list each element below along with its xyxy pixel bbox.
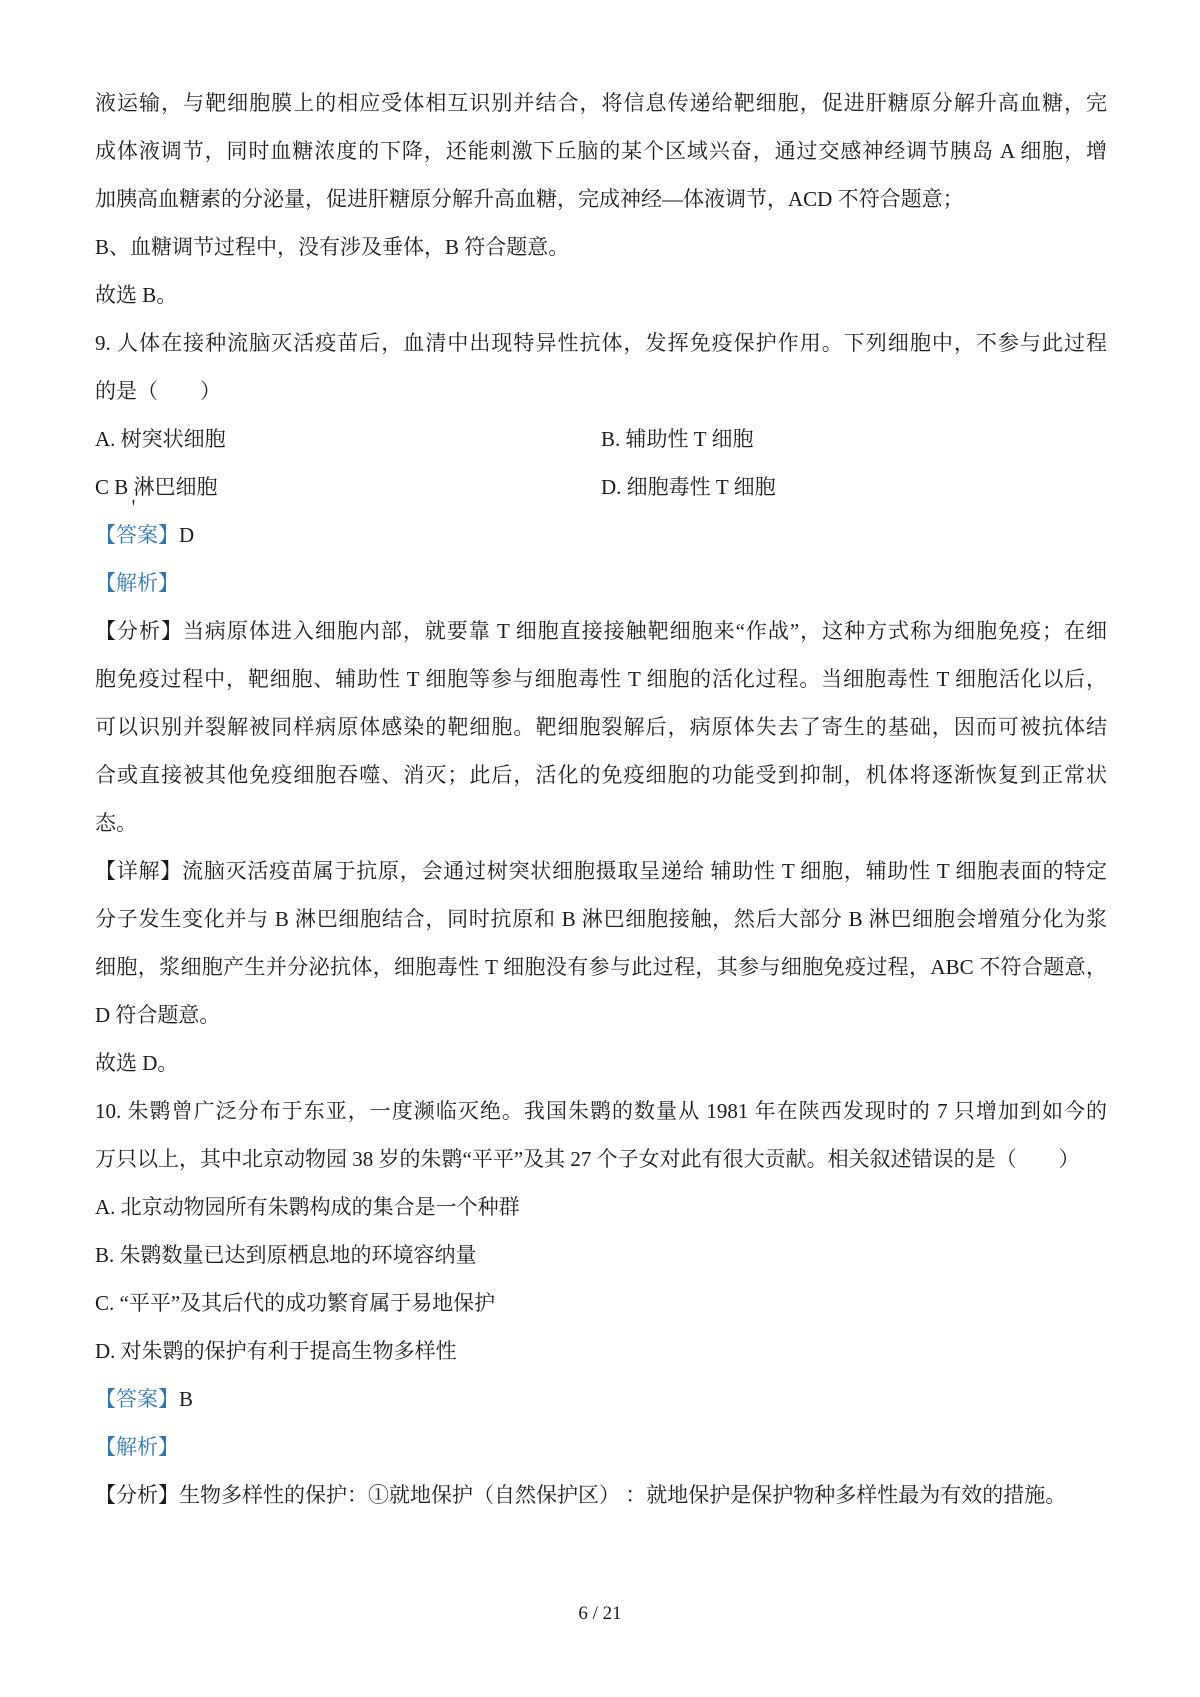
page-number-footer: 6 / 21 <box>578 1603 622 1624</box>
q10-answer-line <box>95 1375 1107 1423</box>
q9-detail-line: 细胞，浆细胞产生并分泌抗体，细胞毒性 T 细胞没有参与此过程，其参与细胞免疫过程，ABC 不符合题意， <box>95 955 1107 979</box>
q10-option-b: B. 朱鹮数量已达到原栖息地的环境容纳量 <box>95 1243 477 1267</box>
q10-analysis-header: 【解析】 <box>95 1435 179 1459</box>
document-body <box>95 79 1107 1519</box>
q10-option-c: C. “平平”及其后代的成功繁育属于易地保护 <box>95 1291 496 1315</box>
q9-option-d: D. 细胞毒性 T 细胞 <box>601 475 776 499</box>
q9-stem-line: 9. 人体在接种流脑灭活疫苗后，血清中出现特异性抗体，发挥免疫保护作用。下列细胞中，不参与此过程 <box>95 331 1107 355</box>
q9-answer-label: 【答案】 <box>95 523 179 547</box>
q9-analysis-line: 胞免疫过程中，靶细胞、辅助性 T 细胞等参与细胞毒性 T 细胞的活化过程。当细胞毒性 T 细胞活化以后， <box>95 667 1107 691</box>
q9-answer-value: D <box>179 523 195 547</box>
q10-stem-line: 10. 朱鹮曾广泛分布于东亚，一度濒临灭绝。我国朱鹮的数量从 1981 年在陕西发现时的 7 只增加到如今的 <box>95 1099 1107 1123</box>
q9-detail-line: 【详解】流脑灭活疫苗属于抗原，会通过树突状细胞摄取呈递给 辅助性 T 细胞，辅助性 T 细胞表面的特定 <box>95 859 1107 883</box>
q10-option-d: D. 对朱鹮的保护有利于提高生物多样性 <box>95 1339 457 1363</box>
q10-analysis-header-line <box>95 1423 1107 1471</box>
q8-explanation-line: 成体液调节，同时血糖浓度的下降，还能刺激下丘脑的某个区域兴奋，通过交感神经调节胰岛 A 细胞，增 <box>95 139 1107 163</box>
q9-stem-line: 的是（ ） <box>95 379 221 403</box>
q9-analysis-line: 合或直接被其他免疫细胞吞噬、消灭；此后，活化的免疫细胞的功能受到抑制，机体将逐渐恢复到正常状 <box>95 763 1107 787</box>
q9-option-a: A. 树突状细胞 <box>95 427 226 451</box>
q9-options-row-1 <box>95 415 1107 463</box>
q10-answer-label: 【答案】 <box>95 1387 179 1411</box>
q8-explanation-line: 加胰高血糖素的分泌量，促进肝糖原分解升高血糖，完成神经—体液调节，ACD 不符合题意； <box>95 187 964 211</box>
q9-option-b: B. 辅助性 T 细胞 <box>601 427 754 451</box>
q10-analysis-line: 【分析】生物多样性的保护：①就地保护（自然保护区） ：就地保护是保护物种多样性最为有效的措施。 <box>95 1483 1067 1507</box>
q10-answer-value: B <box>179 1387 194 1411</box>
q10-option-a: A. 北京动物园所有朱鹮构成的集合是一个种群 <box>95 1195 520 1219</box>
q8-explanation-line: 液运输，与靶细胞膜上的相应受体相互识别并结合，将信息传递给靶细胞，促进肝糖原分解升高血糖，完 <box>95 91 1107 115</box>
q9-detail-line: 分子发生变化并与 B 淋巴细胞结合，同时抗原和 B 淋巴细胞接触，然后大部分 B 淋巴细胞会增殖分化为浆 <box>95 907 1107 931</box>
q9-analysis-line: 可以识别并裂解被同样病原体感染的靶细胞。靶细胞裂解后，病原体失去了寄生的基础，因而可被抗体结 <box>95 715 1107 739</box>
stray-apostrophe-mark: ＇ <box>125 499 142 518</box>
q9-options-row-2 <box>95 463 1107 511</box>
q9-analysis-line: 【分析】当病原体进入细胞内部，就要靠 T 细胞直接接触靶细胞来“作战”，这种方式称为细胞免疫；在细 <box>95 619 1107 643</box>
q9-analysis-header-line <box>95 559 1107 607</box>
q9-answer-line <box>95 511 1107 559</box>
q8-conclusion: 故选 B。 <box>95 283 178 307</box>
q10-stem-line: 万只以上，其中北京动物园 38 岁的朱鹮“平平”及其 27 个子女对此有很大贡献。相关叙述错误的是（ ） <box>95 1147 1080 1171</box>
q9-conclusion: 故选 D。 <box>95 1051 179 1075</box>
q8-explanation-line: B、血糖调节过程中，没有涉及垂体，B 符合题意。 <box>95 235 570 259</box>
q9-analysis-header: 【解析】 <box>95 571 179 595</box>
q9-option-c: C B 淋巴细胞 <box>95 475 218 499</box>
q9-analysis-line: 态。 <box>95 811 137 835</box>
q9-detail-line: D 符合题意。 <box>95 1003 221 1027</box>
